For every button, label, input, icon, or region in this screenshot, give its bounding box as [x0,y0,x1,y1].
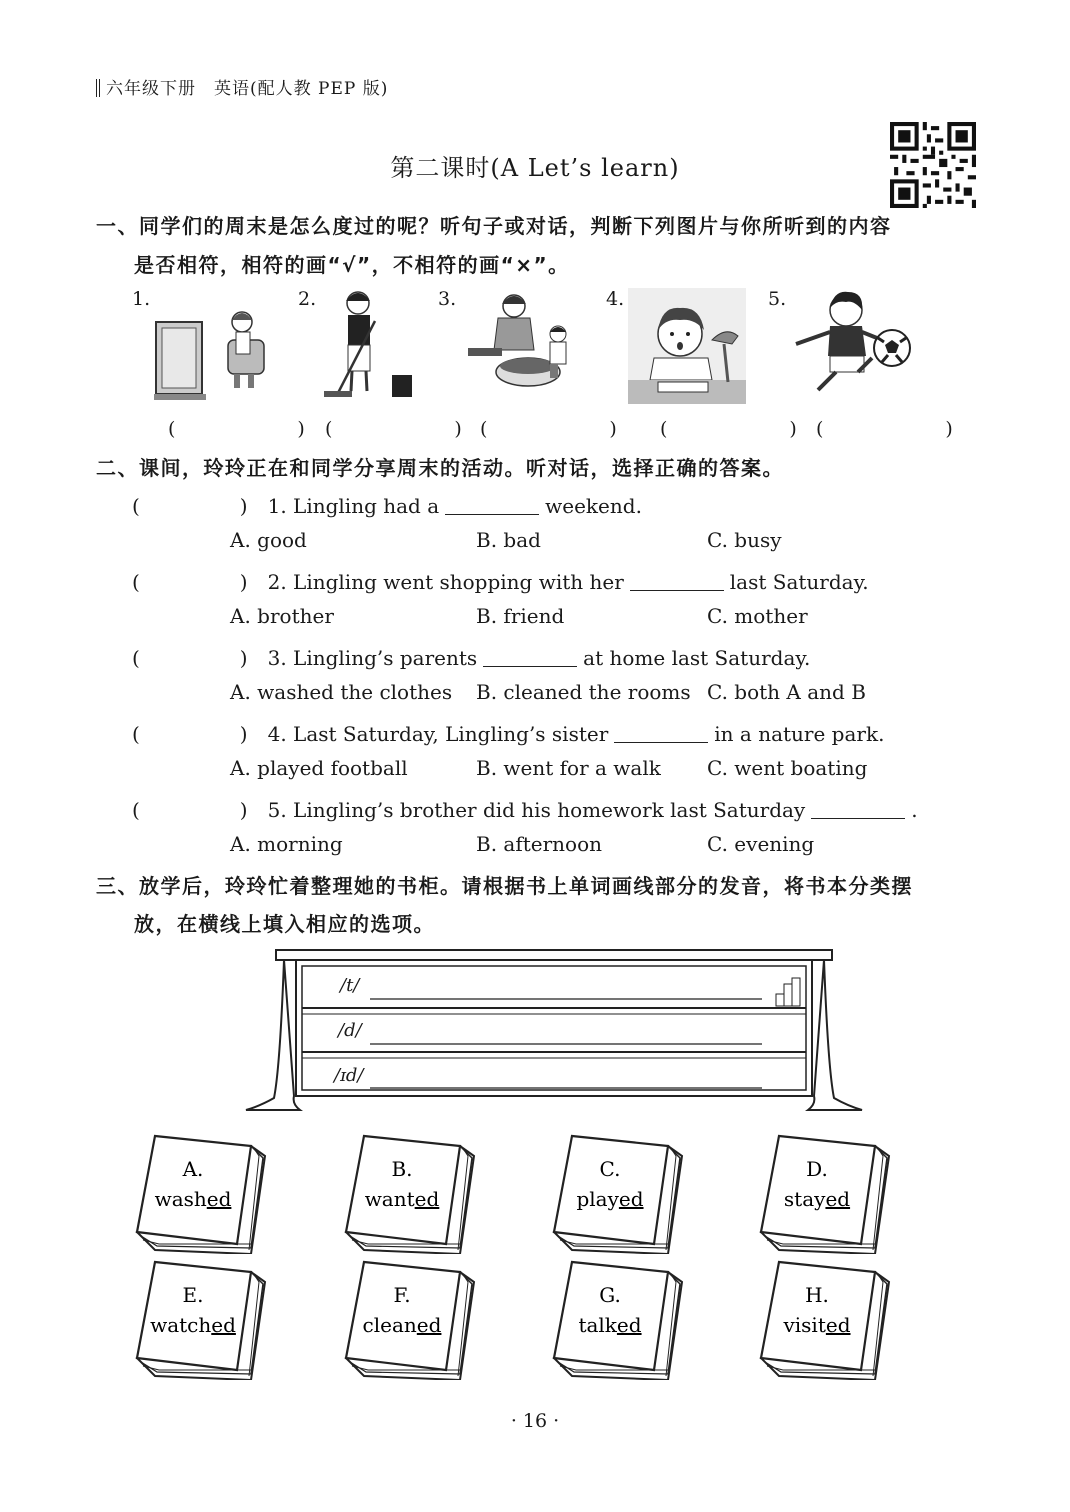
lesson-title: 第二课时(A Let’s learn) [390,154,680,182]
option: A. washed the clothes [230,680,453,704]
book-option [342,1132,478,1254]
item-number: 3. [438,288,457,310]
section1-title-cont: 是否相符，相符的画“√”，不相符的画“×”。 [134,253,570,277]
question-5: ( )5. Lingling’s brother did his homework last Saturday . [132,798,918,822]
underlined-ending: ed [211,1313,236,1337]
answer-paren[interactable]: ( ) [132,798,268,822]
option: B. afternoon [476,832,603,856]
book-letter: E. [182,1283,204,1307]
fill-blank[interactable] [483,648,577,667]
underlined-ending: ed [416,1313,442,1337]
item-number: 5. [768,288,787,310]
book-word: visited [783,1313,851,1337]
option: B. cleaned the rooms [476,680,691,704]
washing-clothes-picture [460,288,585,396]
book-word: talked [578,1313,642,1337]
book-option [757,1258,893,1380]
book-option [550,1132,686,1254]
answer-paren[interactable]: ( ) [325,418,490,440]
option: A. brother [230,604,334,628]
fill-blank[interactable] [445,496,539,515]
book-word: cleaned [362,1313,442,1337]
shelf-label-t: /t/ [340,975,360,996]
option: C. busy [707,528,782,552]
underlined-ending: ed [618,1187,644,1211]
bookshelf [240,948,870,1118]
underlined-ending: ed [616,1313,642,1337]
book-letter: B. [391,1157,413,1181]
option: B. went for a walk [476,756,661,780]
option: A. morning [230,832,343,856]
book-letter: D. [806,1157,828,1181]
book-word: played [576,1187,644,1211]
book-option [133,1258,269,1380]
shelf-label-d: /d/ [338,1020,362,1041]
page-number: · 16 · [510,1410,560,1432]
book-option [342,1258,478,1380]
book-letter: F. [393,1283,411,1307]
section3-title: 三、放学后，玲玲忙着整理她的书柜。请根据书上单词画线部分的发音，将书本分类摆 [96,874,913,898]
book-word: watched [150,1313,236,1337]
answer-paren[interactable]: ( ) [816,418,981,440]
underlined-ending: ed [825,1187,851,1211]
answer-paren[interactable]: ( ) [480,418,645,440]
option: C. both A and B [707,680,866,704]
option: A. played football [230,756,408,780]
fill-blank[interactable] [614,724,708,743]
question-1: ( )1. Lingling had a weekend. [132,494,642,518]
underlined-ending: ed [825,1313,851,1337]
doing-homework-picture [628,288,746,404]
book-option [757,1132,893,1254]
underlined-ending: ed [414,1187,440,1211]
item-number: 4. [606,288,625,310]
book-word: wanted [364,1187,440,1211]
underlined-ending: ed [206,1187,232,1211]
book-letter: G. [599,1283,621,1307]
book-letter: H. [805,1283,829,1307]
book-option [133,1132,269,1254]
question-4: ( )4. Last Saturday, Lingling’s sister in a nature park. [132,722,885,746]
page-header: 六年级下册 英语(配人教 PEP 版) [96,74,388,99]
answer-paren[interactable]: ( ) [132,646,268,670]
section1-title: 一、同学们的周末是怎么度过的呢？听句子或对话，判断下列图片与你所听到的内容 [96,214,892,238]
book-letter: C. [599,1157,621,1181]
qr-code [890,122,976,208]
question-3: ( )3. Lingling’s parents at home last Saturday. [132,646,811,670]
watching-tv-picture [150,300,270,405]
book-word: washed [154,1187,232,1211]
answer-paren[interactable]: ( ) [132,570,268,594]
fill-blank[interactable] [811,800,905,819]
playing-football-picture [790,286,915,398]
option: A. good [230,528,307,552]
answer-paren[interactable]: ( ) [132,494,268,518]
question-2: ( )2. Lingling went shopping with her last Saturday. [132,570,869,594]
item-number: 2. [298,288,317,310]
section3-title-cont: 放，在横线上填入相应的选项。 [134,912,435,936]
option: C. went boating [707,756,868,780]
book-word: stayed [783,1187,851,1211]
option: C. evening [707,832,815,856]
option: B. bad [476,528,541,552]
fill-blank[interactable] [630,572,724,591]
item-number: 1. [132,288,151,310]
section2-title: 二、课间，玲玲正在和同学分享周末的活动。听对话，选择正确的答案。 [96,456,784,480]
book-option [550,1258,686,1380]
book-letter: A. [182,1157,204,1181]
option: B. friend [476,604,565,628]
answer-paren[interactable]: ( ) [132,722,268,746]
answer-paren[interactable]: ( ) [660,418,825,440]
shelf-label-id: /ɪd/ [334,1065,364,1086]
option: C. mother [707,604,808,628]
mopping-floor-picture [320,285,420,403]
answer-paren[interactable]: ( ) [168,418,333,440]
